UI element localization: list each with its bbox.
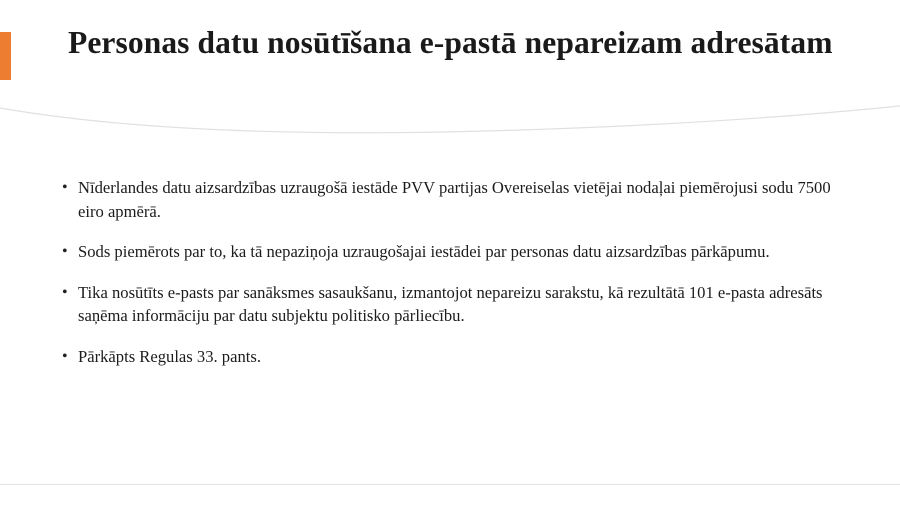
accent-bar xyxy=(0,32,11,80)
header-divider xyxy=(0,104,900,138)
list-item xyxy=(62,281,852,328)
bullet-marker-icon: • xyxy=(62,243,68,261)
list-item-text: Tika nosūtīts e-pasts par sanāksmes sasaukšanu, izmantojot nepareizu sarakstu, kā rezultātā 101 e-pasta adresāts saņēma informāciju par datu subjektu politisko pārliecību. xyxy=(78,282,823,326)
bullet-list xyxy=(62,176,852,386)
bullet-marker-icon: • xyxy=(62,283,68,301)
list-item-text: Nīderlandes datu aizsardzības uzraugošā iestāde PVV partijas Overeiselas vietējai nodaļai piemērojusi sodu 7500 eiro apmērā. xyxy=(78,178,831,221)
list-item xyxy=(62,345,852,369)
list-item-text: Pārkāpts Regulas 33. pants. xyxy=(78,346,261,366)
bullet-marker-icon: • xyxy=(62,347,68,365)
bullet-marker-icon: • xyxy=(62,179,68,196)
bottom-divider xyxy=(0,484,900,485)
list-item xyxy=(62,176,852,223)
page-title: Personas datu nosūtīšana e-pastā nepareizam adresātam xyxy=(68,25,833,60)
list-item-text: Sods piemērots par to, ka tā nepaziņoja uzraugošajai iestādei par personas datu aizsardzības pārkāpumu. xyxy=(78,242,770,262)
list-item xyxy=(62,240,852,264)
